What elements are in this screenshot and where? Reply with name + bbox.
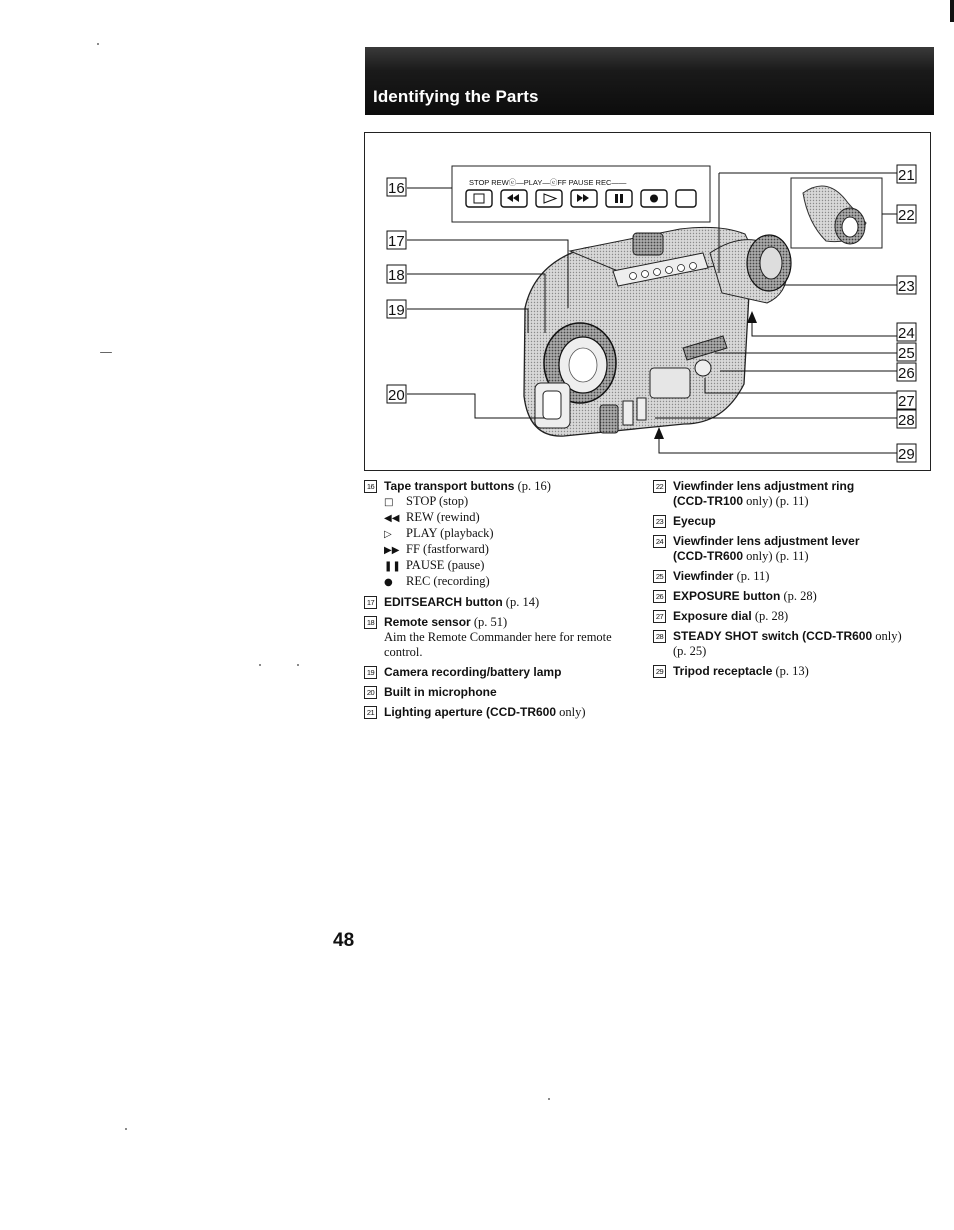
callout-20 [387, 385, 406, 404]
legend-ref: (p. 16) [514, 479, 551, 493]
legend-label: Lighting aperture (CCD-TR600 [384, 705, 557, 719]
legend-ref: only) (p. 25) [673, 629, 902, 658]
legend-item-25 [653, 569, 913, 584]
legend-note: Aim the Remote Commander here for remote control. [384, 630, 612, 659]
svg-text:24: 24 [898, 325, 915, 342]
callout-24 [897, 323, 916, 342]
legend-label: Remote sensor [384, 615, 471, 629]
legend-label: EDITSEARCH button [384, 595, 503, 609]
sub-rec: ● REC (recording) [384, 574, 490, 588]
svg-text:29: 29 [898, 446, 915, 463]
callout-19 [387, 300, 406, 319]
legend-number: 29 [653, 665, 666, 678]
scan-speck [125, 1128, 127, 1130]
legend-number: 24 [653, 535, 666, 548]
camcorder-diagram [364, 132, 931, 471]
legend-line2: (CCD-TR600 only) (p. 11) [673, 549, 809, 563]
legend-label: Camera recording/battery lamp [384, 665, 562, 679]
legend-number: 19 [364, 666, 377, 679]
scan-speck [548, 1098, 550, 1100]
legend-ref: (p. 28) [751, 609, 789, 623]
svg-text:18: 18 [388, 267, 405, 284]
svg-text:21: 21 [898, 167, 915, 184]
legend-label: Viewfinder lens adjustment ring [673, 479, 855, 493]
svg-text:17: 17 [388, 233, 405, 250]
callout-16 [387, 178, 406, 197]
callout-21 [897, 165, 916, 184]
sub-ff: ▶▶ FF (fastforward) [384, 542, 489, 556]
button-strip-label: STOP REWⓔ—PLAY—ⓔFF PAUSE REC—— [469, 178, 627, 187]
legend-left-column [364, 479, 642, 725]
callout-23 [897, 276, 916, 295]
callout-25 [897, 343, 916, 362]
legend-number: 16 [364, 480, 377, 493]
legend-label: Exposure dial [673, 609, 752, 623]
scan-speck [259, 664, 261, 666]
legend-ref: (p. 51) [470, 615, 508, 629]
legend-right-column [653, 479, 913, 684]
legend-item-18 [364, 615, 642, 660]
legend-label: Viewfinder [673, 569, 734, 583]
callout-22 [897, 205, 916, 224]
callout-18 [387, 265, 406, 284]
legend-number: 26 [653, 590, 666, 603]
callout-28 [897, 410, 916, 429]
legend-label: Viewfinder lens adjustment lever [673, 534, 860, 548]
svg-text:28: 28 [898, 412, 915, 429]
sub-rew: ◀◀ REW (rewind) [384, 510, 480, 524]
legend-number: 22 [653, 480, 666, 493]
section-header [365, 47, 934, 115]
legend-item-16 [364, 479, 642, 590]
svg-text:27: 27 [898, 393, 915, 410]
legend-label: Built in microphone [384, 685, 497, 699]
legend-item-19 [364, 665, 642, 680]
section-title: Identifying the Parts [373, 87, 539, 106]
callout-26 [897, 363, 916, 382]
legend-label: EXPOSURE button [673, 589, 781, 603]
legend-number: 17 [364, 596, 377, 609]
legend-line2: (CCD-TR100 only) (p. 11) [673, 494, 809, 508]
callout-29 [897, 444, 916, 463]
legend-item-23 [653, 514, 913, 529]
sub-play: ▷ PLAY (playback) [384, 526, 494, 540]
legend-label: Tape transport buttons [384, 479, 515, 493]
svg-text:23: 23 [898, 278, 915, 295]
legend-ref: only) [556, 705, 586, 719]
legend-label: STEADY SHOT switch (CCD-TR600 [673, 629, 873, 643]
svg-text:25: 25 [898, 345, 915, 362]
legend-ref: (p. 13) [772, 664, 809, 678]
legend-number: 25 [653, 570, 666, 583]
legend-item-20 [364, 685, 642, 700]
page-edge-mark [950, 0, 954, 22]
svg-text:16: 16 [388, 180, 405, 197]
sub-pause: ❚❚ PAUSE (pause) [384, 558, 485, 572]
callout-27 [897, 391, 916, 410]
legend-item-26 [653, 589, 913, 604]
legend-item-29 [653, 664, 913, 679]
legend-number: 27 [653, 610, 666, 623]
legend-label: Tripod receptacle [673, 664, 773, 678]
callout-17 [387, 231, 406, 250]
svg-text:19: 19 [388, 302, 405, 319]
svg-text:22: 22 [898, 207, 915, 224]
sub-stop: □ STOP (stop) [384, 494, 469, 508]
legend-number: 20 [364, 686, 377, 699]
scan-speck [97, 43, 99, 45]
legend-label: Eyecup [673, 514, 716, 528]
legend-item-27 [653, 609, 913, 624]
legend-number: 23 [653, 515, 666, 528]
legend-ref: (p. 14) [502, 595, 540, 609]
legend-item-21 [364, 705, 642, 720]
legend-number: 18 [364, 616, 377, 629]
page-number: 48 [333, 930, 355, 951]
legend-number: 28 [653, 630, 666, 643]
legend-item-28 [653, 629, 913, 659]
legend-ref: (p. 11) [733, 569, 770, 583]
legend-item-22 [653, 479, 913, 509]
legend-ref: (p. 28) [780, 589, 817, 603]
legend-number: 21 [364, 706, 377, 719]
scan-speck [297, 664, 299, 666]
legend-item-17 [364, 595, 642, 610]
camcorder-illustration [365, 133, 932, 472]
svg-text:20: 20 [388, 387, 405, 404]
svg-text:26: 26 [898, 365, 915, 382]
scan-speck [100, 352, 112, 353]
legend-item-24 [653, 534, 913, 564]
